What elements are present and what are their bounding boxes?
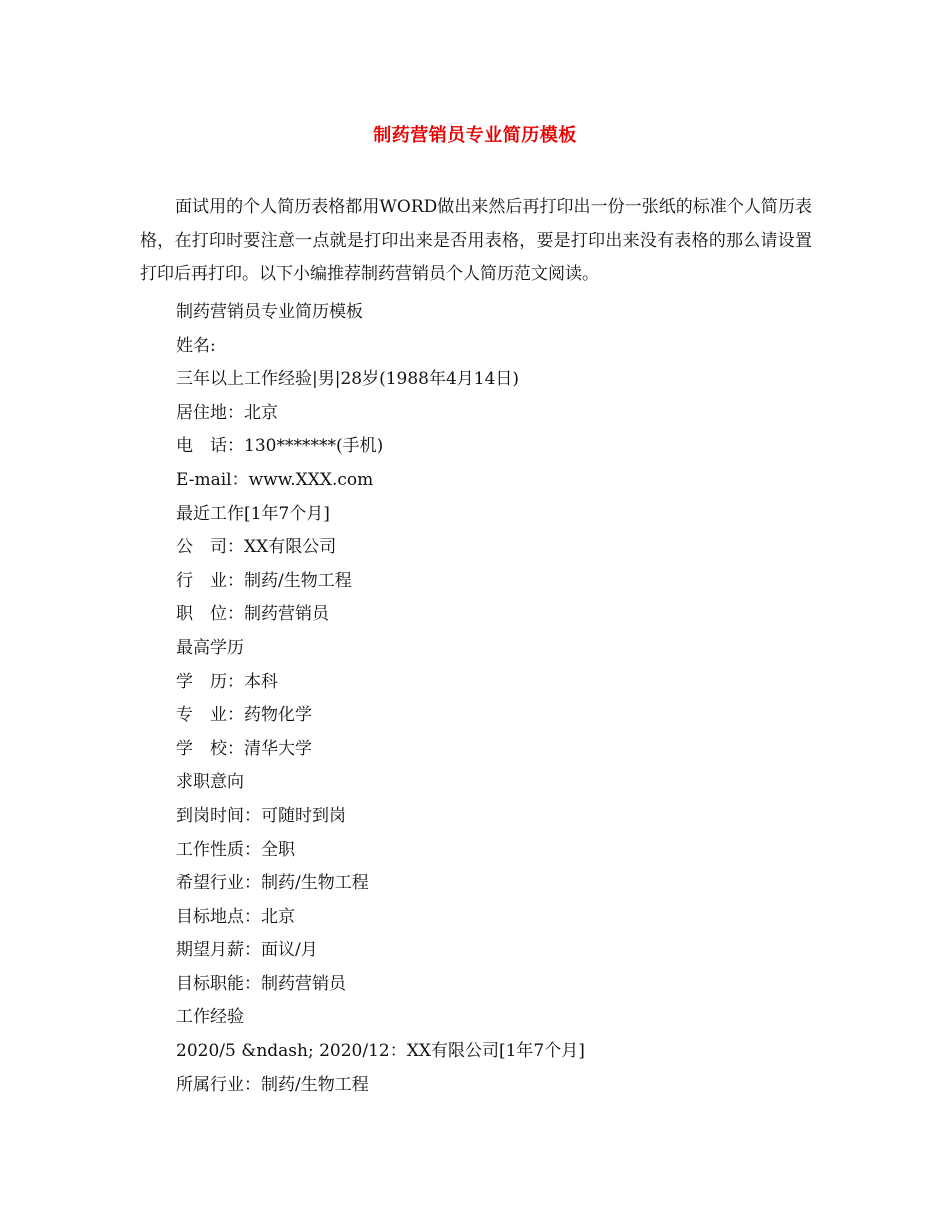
resume-line: 希望行业：制药/生物工程 (176, 873, 369, 894)
resume-line: 学 校：清华大学 (176, 738, 312, 759)
resume-line: 行 业：制药/生物工程 (176, 570, 352, 591)
resume-line: 居住地：北京 (176, 402, 278, 423)
resume-line: 学 历：本科 (176, 671, 278, 692)
resume-line: 目标职能：制药营销员 (176, 973, 346, 994)
resume-line: 公 司：XX有限公司 (176, 537, 337, 558)
resume-line: 求职意向 (176, 772, 244, 793)
resume-lines (176, 296, 816, 1102)
resume-line: 姓名: (176, 335, 216, 356)
resume-line: 专 业：药物化学 (176, 705, 312, 726)
resume-line: 制药营销员专业简历模板 (176, 302, 363, 322)
resume-line: 电 话：130*******(手机) (176, 436, 384, 457)
resume-line: 2020/5 &ndash; 2020/12：XX有限公司[1年7个月] (176, 1041, 585, 1062)
resume-line: 最高学历 (176, 637, 244, 658)
resume-line: 工作经验 (176, 1007, 244, 1028)
intro-paragraph: 面试用的个人简历表格都用WORD做出来然后再打印出一份一张纸的标准个人简历表格，在打印时要注意一点就是打印出来是否用表格，要是打印出来没有表格的那么请设置打印后再打印。以下小编推荐制药营销员个人简历范文阅读。 (140, 197, 812, 284)
resume-line: 工作性质：全职 (176, 839, 295, 860)
resume-line: 职 位：制药营销员 (176, 604, 329, 625)
resume-line: 所属行业：制药/生物工程 (176, 1074, 369, 1095)
resume-line: 到岗时间：可随时到岗 (176, 805, 346, 826)
resume-line: 三年以上工作经验|男|28岁(1988年4月14日) (176, 369, 520, 390)
document-title: 制药营销员专业简历模板 (373, 125, 577, 146)
resume-line: 目标地点：北京 (176, 906, 295, 927)
resume-line: 最近工作[1年7个月] (176, 503, 330, 524)
resume-line: 期望月薪：面议/月 (176, 940, 318, 961)
resume-line: E-mail：www.XXX.com (176, 469, 374, 490)
